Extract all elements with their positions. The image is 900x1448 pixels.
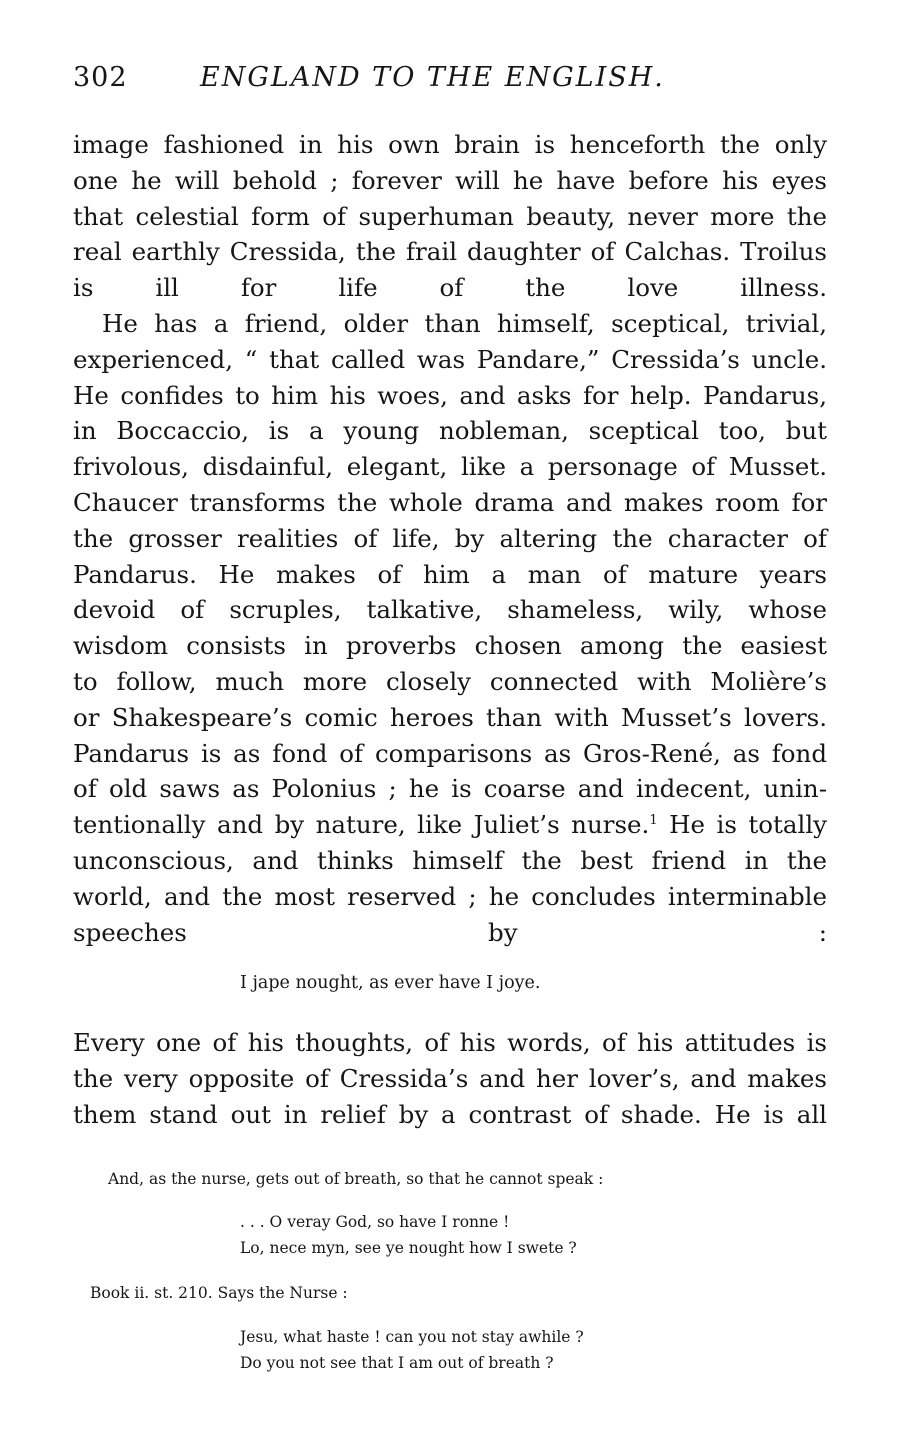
text-line <box>73 807 827 843</box>
text-line: of old saws as Polonius ; he is coarse and indecent, unin- <box>73 774 827 804</box>
text-line: Chaucer transforms the whole drama and makes room for <box>73 487 827 517</box>
text-line: devoid of scruples, talkative, shameless, wily, whose <box>73 595 827 625</box>
text-line: or Shakespeare’s comic heroes than with Musset’s lovers. <box>73 702 827 732</box>
text-line: in Boccaccio, is a young nobleman, sceptical too, but <box>73 416 827 446</box>
footnote-reference: Book ii. st. 210. Says the Nurse : <box>90 1284 348 1302</box>
text-line: them stand out in relief by a contrast of shade. He is all <box>73 1099 827 1129</box>
text-line: one he will behold ; forever will he have before his eyes <box>73 165 827 195</box>
footnote-verse-line: Lo, nece myn, see ye nought how I swete ? <box>240 1239 577 1257</box>
text-line: to follow, much more closely connected with Molière’s <box>73 666 827 696</box>
text-line: real earthly Cressida, the frail daughter of Calchas. Troilus <box>73 237 827 267</box>
paragraph-2 <box>73 306 827 950</box>
text-line: Pandarus is as fond of comparisons as Gros-René, as fond <box>73 738 827 768</box>
text-fragment: tentionally and by nature, like Juliet’s nurse. <box>73 810 650 840</box>
text-line: image fashioned in his own brain is henceforth the only <box>73 130 827 159</box>
footnote-verse-line: Do you not see that I am out of breath ? <box>240 1354 554 1372</box>
footnote-marker: 1 <box>649 813 658 829</box>
page-number: 302 <box>73 62 128 93</box>
footnote-intro: And, as the nurse, gets out of breath, so that he cannot speak : <box>108 1170 604 1188</box>
running-title: ENGLAND TO THE ENGLISH. <box>200 62 665 93</box>
text-line: that celestial form of superhuman beauty, never more the <box>73 201 827 231</box>
footnote-verse-line: Jesu, what haste ! can you not stay awhile ? <box>240 1328 584 1346</box>
paragraph-1 <box>73 127 827 306</box>
text-line: Pandarus. He makes of him a man of mature years <box>73 559 827 589</box>
text-line: world, and the most reserved ; he concludes interminable <box>73 881 827 911</box>
running-header <box>73 62 833 102</box>
verse-quotation: I jape nought, as ever have I joye. <box>240 973 541 993</box>
text-line: Every one of his thoughts, of his words, of his attitudes is <box>73 1028 827 1057</box>
text-line: He has a friend, older than himself, sceptical, trivial, <box>102 309 827 338</box>
text-line: the very opposite of Cressida’s and her lover’s, and makes <box>73 1063 827 1093</box>
text-line: speeches by : <box>73 917 827 947</box>
text-line: unconscious, and thinks himself the best friend in the <box>73 845 827 875</box>
text-line: experienced, “ that called was Pandare,” Cressida’s uncle. <box>73 344 827 374</box>
text-line: wisdom consists in proverbs chosen among the easiest <box>73 631 827 661</box>
text-line: the grosser realities of life, by altering the character of <box>73 523 827 553</box>
text-line: frivolous, disdainful, elegant, like a personage of Musset. <box>73 452 827 482</box>
text-fragment: He is totally <box>657 810 827 840</box>
footnote-verse-line: . . . O veray God, so have I ronne ! <box>240 1213 510 1231</box>
text-line: He confides to him his woes, and asks for help. Pandarus, <box>73 380 827 410</box>
text-line: is ill for life of the love illness. <box>73 273 827 303</box>
paragraph-3 <box>73 1025 827 1132</box>
